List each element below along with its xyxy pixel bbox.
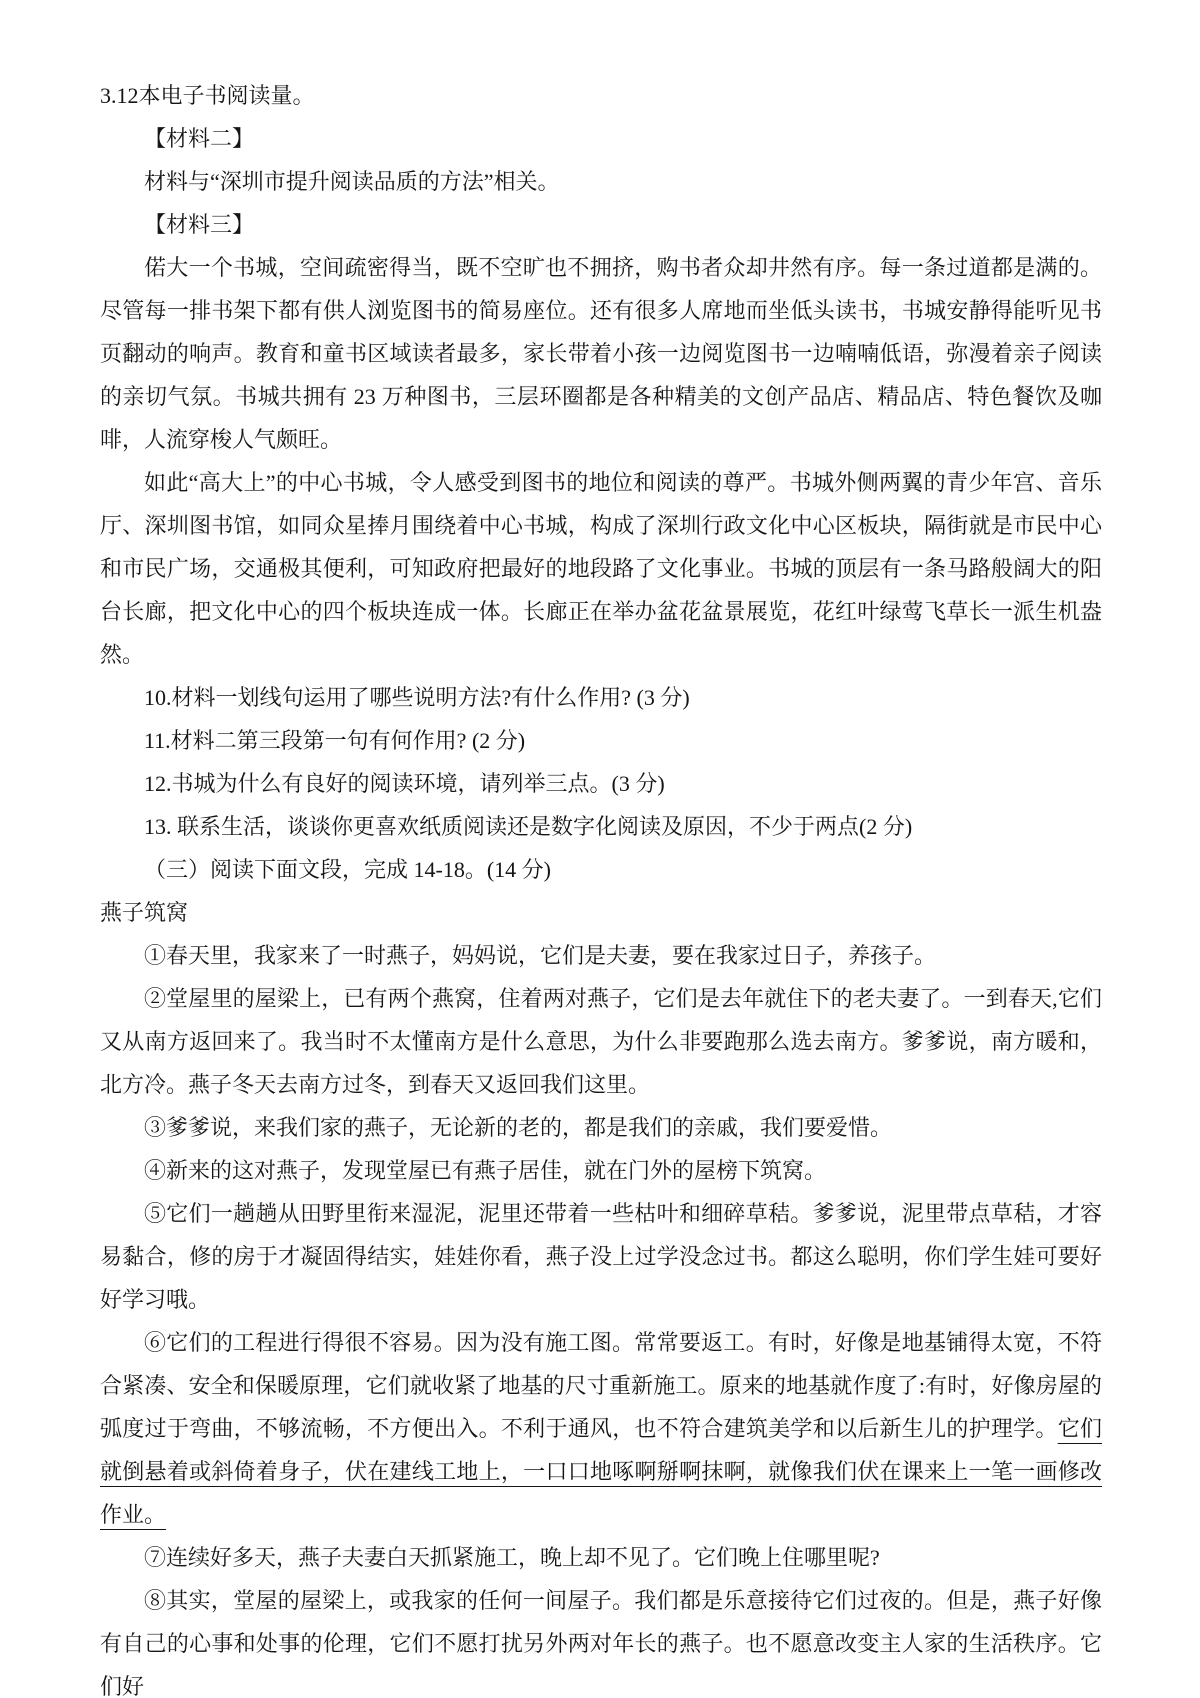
essay-paragraph-8-text: ⑧其实，堂屋的屋梁上，或我家的任何一间屋子。我们都是乐意接待它们过夜的。但是，燕子好像有自己的心事和处事的伦理，它们不愿打扰另外两对年长的燕子。也不愿意改变主人家的生活秩序。它们好: [100, 1588, 1102, 1698]
essay-paragraph-5-text: ⑤它们一趟趟从田野里衔来湿泥，泥里还带着一些枯叶和细碎草秸。爹爹说，泥里带点草秸，才容易黏合，修的房于才凝固得结实，娃娃你看，燕子没上过学没念过书。都这么聪明，你们学生娃可要好好学习哦。: [100, 1201, 1102, 1312]
question-11: 11.材料二第三段第一句有何作用? (2 分): [144, 728, 526, 753]
essay-paragraph-1-text: ①春天里，我家来了一时燕子，妈妈说，它们是夫妻，要在我家过日子，养孩子。: [144, 943, 937, 968]
material-2-header: 【材料二】: [144, 126, 255, 151]
essay-paragraph-2: [100, 977, 1102, 1106]
essay-paragraph-8: [100, 1579, 1102, 1698]
question-12: 12.书城为什么有良好的阅读环境，请列举三点。(3 分): [144, 771, 665, 796]
material-3-paragraph-1: 偌大一个书城，空间疏密得当，既不空旷也不拥挤，购书者众却井然有序。每一条过道都是满的。尽管每一排书架下都有供人浏览图书的简易座位。还有很多人席地而坐低头读书，书城安静得能听见书页翻动的响声。教育和童书区域读者最多，家长带着小孩一边阅览图书一边喃喃低语，弥漫着亲子阅读的亲切气氛。书城共拥有 23 万种图书，三层环圈都是各种精美的文创产品店、精品店、特色餐饮及咖啡，人流穿梭人气颇旺。: [100, 255, 1102, 452]
essay-paragraph-1: [100, 934, 1102, 977]
intro-line: 3.12本电子书阅读量。: [100, 83, 315, 108]
section-3-instruction: （三）阅读下面文段，完成 14-18。(14 分): [144, 857, 551, 882]
question-10: 10.材料一划线句运用了哪些说明方法?有什么作用? (3 分): [144, 685, 690, 710]
material-3-header: 【材料三】: [144, 212, 255, 237]
essay-paragraph-6-underlined-text: 它们就倒悬着或斜倚着身子，伏在建线工地上，一口口地啄啊掰啊抹啊，就像我们伏在课来上一笔一画修改作业。: [100, 1416, 1102, 1527]
essay-paragraph-5: [100, 1192, 1102, 1321]
essay-paragraph-3: [100, 1106, 1102, 1149]
essay-paragraph-6: [100, 1321, 1102, 1536]
essay-paragraph-4-text: ④新来的这对燕子，发现堂屋已有燕子居佳，就在门外的屋榜下筑窝。: [144, 1158, 827, 1183]
question-13: 13. 联系生活，谈谈你更喜欢纸质阅读还是数字化阅读及原因，不少于两点(2 分): [144, 814, 913, 839]
essay-paragraph-3-text: ③爹爹说，来我们家的燕子，无论新的老的，都是我们的亲戚，我们要爱惜。: [144, 1115, 893, 1140]
essay-paragraph-4: [100, 1149, 1102, 1192]
essay-paragraph-6-text: ⑥它们的工程进行得很不容易。因为没有施工图。常常要返工。有时，好像是地基铺得太宽，不符合紧凑、安全和保暖原理，它们就收紧了地基的尺寸重新施工。原来的地基就作度了:有时，好像房屋的弧度过于弯曲，不够流畅，不方便出入。不利于通风，也不符合建筑美学和以后新生儿的护理学。: [100, 1330, 1102, 1441]
essay-paragraph-7: [100, 1536, 1102, 1579]
essay-paragraph-7-text: ⑦连续好多天，燕子夫妻白天抓紧施工，晚上却不见了。它们晚上住哪里呢?: [144, 1545, 880, 1570]
material-3-paragraph-2: 如此“高大上”的中心书城，令人感受到图书的地位和阅读的尊严。书城外侧两翼的青少年宫、音乐厅、深圳图书馆，如同众星捧月围绕着中心书城，构成了深圳行政文化中心区板块，隔街就是市民中心和市民广场，交通极其便利，可知政府把最好的地段路了文化事业。书城的顶层有一条马路般阔大的阳台长廊，把文化中心的四个板块连成一体。长廊正在举办盆花盆景展览，花红叶绿莺飞草长一派生机盎然。: [100, 470, 1102, 667]
material-2-note: 材料与“深圳市提升阅读品质的方法”相关。: [144, 169, 560, 194]
essay-title: 燕子筑窝: [100, 900, 189, 925]
essay-paragraph-2-text: ②堂屋里的屋梁上，已有两个燕窝，住着两对燕子，它们是去年就住下的老夫妻了。一到春天,它们又从南方返回来了。我当时不太懂南方是什么意思，为什么非要跑那么选去南方。爹爹说，南方暖和，北方冷。燕子冬天去南方过冬，到春天又返回我们这里。: [100, 986, 1102, 1097]
